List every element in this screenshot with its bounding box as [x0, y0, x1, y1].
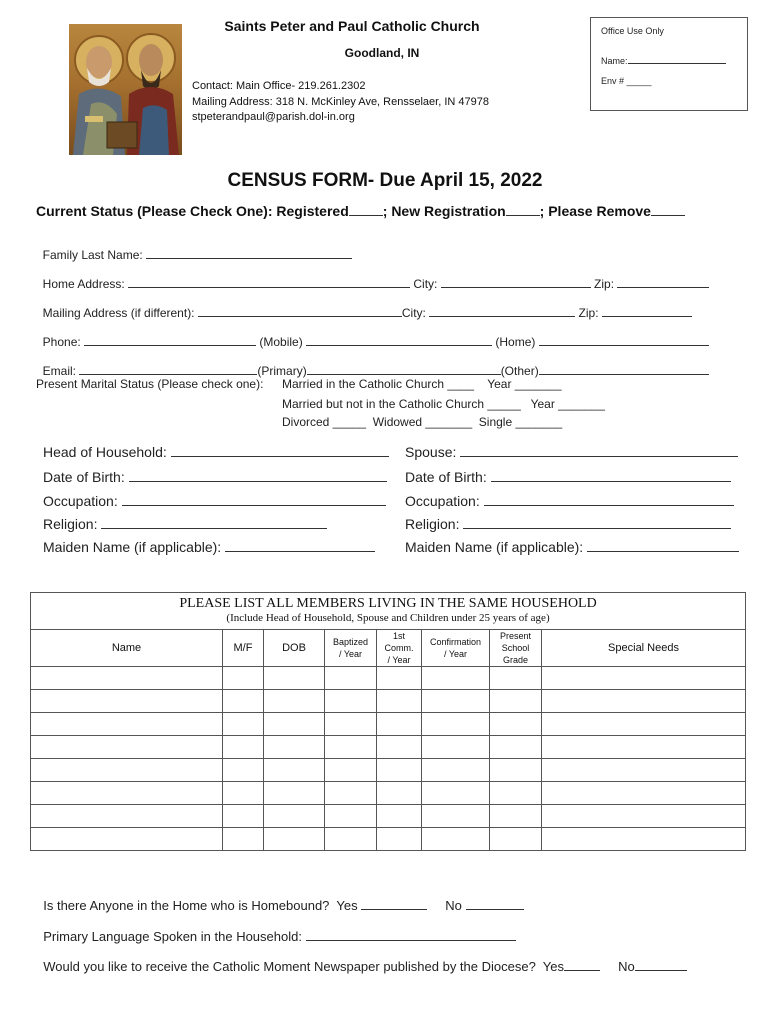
spouse-dob-input[interactable]: [491, 469, 731, 482]
head-occupation-input[interactable]: [122, 493, 386, 506]
table-row: [31, 782, 746, 805]
cell-special-needs[interactable]: [542, 690, 746, 713]
cell-dob[interactable]: [264, 805, 325, 828]
table-row: [31, 667, 746, 690]
church-name: Saints Peter and Paul Catholic Church: [224, 18, 480, 34]
home-address-row: Home Address: City: Zip:: [36, 261, 709, 291]
home-city-input[interactable]: [441, 275, 591, 288]
mailing-address-input[interactable]: [198, 304, 402, 317]
cell-special-needs[interactable]: [542, 713, 746, 736]
cell-special-needs[interactable]: [542, 805, 746, 828]
table-header-row: [31, 630, 746, 667]
spouse-maiden-row: Maiden Name (if applicable):: [405, 539, 739, 555]
cell-grade[interactable]: [490, 667, 542, 690]
spouse-dob-row: Date of Birth:: [405, 469, 731, 485]
cell-special-needs[interactable]: [542, 736, 746, 759]
office-name-field[interactable]: Name:: [601, 51, 726, 66]
cell-communion[interactable]: [377, 690, 422, 713]
cell-mf[interactable]: [223, 759, 264, 782]
table-row: [31, 690, 746, 713]
cell-baptized[interactable]: [325, 690, 377, 713]
marital-opt-married-not-catholic[interactable]: Married but not in the Catholic Church _____ Year _______: [282, 397, 605, 411]
mailing-zip-input[interactable]: [602, 304, 692, 317]
cell-grade[interactable]: [490, 690, 542, 713]
mobile-phone-input[interactable]: [84, 333, 256, 346]
marital-status-label: Present Marital Status (Please check one):: [36, 377, 264, 391]
spouse-row: Spouse:: [405, 444, 738, 460]
new-registration-blank[interactable]: [506, 203, 540, 216]
church-city: Goodland, IN: [344, 46, 420, 60]
cell-special-needs[interactable]: [542, 828, 746, 851]
cell-special-needs[interactable]: [542, 759, 746, 782]
home-zip-input[interactable]: [617, 275, 709, 288]
office-use-title: Office Use Only: [601, 26, 664, 36]
table-title: PLEASE LIST ALL MEMBERS LIVING IN THE SAME HOUSEHOLD: [179, 596, 597, 611]
household-members-table: [30, 592, 746, 851]
contact-phone: Contact: Main Office- 219.261.2302: [192, 80, 366, 92]
col-mf: M/F: [223, 630, 264, 667]
spouse-occupation-row: Occupation:: [405, 493, 734, 509]
head-religion-row: Religion:: [43, 516, 327, 532]
other-email-input-2[interactable]: [539, 362, 709, 375]
head-occupation-row: Occupation:: [43, 493, 386, 509]
col-dob: DOB: [264, 630, 325, 667]
cell-name[interactable]: [31, 759, 223, 782]
cell-communion[interactable]: [377, 782, 422, 805]
head-dob-input[interactable]: [129, 469, 387, 482]
table-title-cell: [31, 593, 746, 630]
cell-mf[interactable]: [223, 805, 264, 828]
family-last-name-row: Family Last Name:: [36, 232, 352, 262]
col-baptized: Baptized / Year: [325, 630, 377, 667]
mailing-address-row: Mailing Address (if different): City: Zip:: [36, 290, 692, 320]
marital-opt-married-catholic[interactable]: Married in the Catholic Church ____ Year _______: [282, 377, 562, 391]
marital-opt-divorced-widowed-single[interactable]: Divorced _____ Widowed _______ Single _______: [282, 415, 563, 429]
spouse-maiden-input[interactable]: [587, 539, 739, 552]
cell-name[interactable]: [31, 782, 223, 805]
cell-dob[interactable]: [264, 736, 325, 759]
cell-grade[interactable]: [490, 828, 542, 851]
cell-baptized[interactable]: [325, 828, 377, 851]
office-env-field[interactable]: Env # _____: [601, 76, 652, 86]
newspaper-yes-input[interactable]: [564, 958, 600, 971]
cell-confirmation[interactable]: [422, 713, 490, 736]
head-of-household-row: Head of Household:: [43, 444, 389, 460]
cell-dob[interactable]: [264, 667, 325, 690]
cell-baptized[interactable]: [325, 805, 377, 828]
cell-mf[interactable]: [223, 828, 264, 851]
table-row: [31, 828, 746, 851]
phone-row: Phone: (Mobile) (Home): [36, 319, 709, 349]
cell-confirmation[interactable]: [422, 805, 490, 828]
head-religion-input[interactable]: [101, 516, 327, 529]
cell-mf[interactable]: [223, 736, 264, 759]
newspaper-no-input[interactable]: [635, 958, 687, 971]
cell-baptized[interactable]: [325, 667, 377, 690]
cell-dob[interactable]: [264, 690, 325, 713]
other-email-input[interactable]: [307, 362, 501, 375]
spouse-occupation-input[interactable]: [484, 493, 734, 506]
cell-dob[interactable]: [264, 782, 325, 805]
table-row: [31, 713, 746, 736]
col-school-grade: Present School Grade: [490, 630, 542, 667]
cell-confirmation[interactable]: [422, 828, 490, 851]
cell-name[interactable]: [31, 828, 223, 851]
cell-confirmation[interactable]: [422, 736, 490, 759]
col-special-needs: Special Needs: [542, 630, 746, 667]
cell-mf[interactable]: [223, 690, 264, 713]
primary-language-input[interactable]: [306, 928, 516, 941]
registered-blank[interactable]: [349, 203, 383, 216]
current-status-line: Current Status (Please Check One): Registered ; New Registration ; Please Remove: [36, 203, 685, 219]
cell-name[interactable]: [31, 667, 223, 690]
family-last-name-input[interactable]: [146, 246, 352, 259]
saints-icon-image: [69, 24, 182, 155]
cell-special-needs[interactable]: [542, 782, 746, 805]
cell-baptized[interactable]: [325, 736, 377, 759]
home-phone-input[interactable]: [306, 333, 492, 346]
cell-name[interactable]: [31, 690, 223, 713]
table-row: [31, 736, 746, 759]
cell-confirmation[interactable]: [422, 782, 490, 805]
cell-special-needs[interactable]: [542, 667, 746, 690]
email-row: Email: (Primary) (Other): [36, 348, 709, 378]
spouse-religion-input[interactable]: [463, 516, 731, 529]
col-name: Name: [31, 630, 223, 667]
cell-mf[interactable]: [223, 667, 264, 690]
cell-baptized[interactable]: [325, 782, 377, 805]
head-maiden-row: Maiden Name (if applicable):: [43, 539, 375, 555]
other-phone-input[interactable]: [539, 333, 709, 346]
cell-grade[interactable]: [490, 736, 542, 759]
church-email: stpeterandpaul@parish.dol-in.org: [192, 111, 355, 123]
cell-confirmation[interactable]: [422, 667, 490, 690]
mailing-address: Mailing Address: 318 N. McKinley Ave, Rensselaer, IN 47978: [192, 96, 489, 108]
primary-email-input[interactable]: [79, 362, 257, 375]
cell-confirmation[interactable]: [422, 690, 490, 713]
cell-name[interactable]: [31, 713, 223, 736]
cell-confirmation[interactable]: [422, 759, 490, 782]
cell-mf[interactable]: [223, 782, 264, 805]
form-title: CENSUS FORM- Due April 15, 2022: [227, 170, 543, 191]
cell-communion[interactable]: [377, 759, 422, 782]
cell-dob[interactable]: [264, 713, 325, 736]
cell-communion[interactable]: [377, 736, 422, 759]
homebound-row: Is there Anyone in the Home who is Homebound? Yes No: [36, 882, 524, 913]
cell-communion[interactable]: [377, 713, 422, 736]
cell-dob[interactable]: [264, 828, 325, 851]
cell-name[interactable]: [31, 736, 223, 759]
cell-baptized[interactable]: [325, 713, 377, 736]
office-use-box: [590, 17, 748, 111]
table-row: [31, 759, 746, 782]
spouse-religion-row: Religion:: [405, 516, 731, 532]
table-row: [31, 805, 746, 828]
please-remove-blank[interactable]: [651, 203, 685, 216]
head-dob-row: Date of Birth:: [43, 469, 387, 485]
cell-communion[interactable]: [377, 667, 422, 690]
cell-communion[interactable]: [377, 828, 422, 851]
language-row: Primary Language Spoken in the Household:: [36, 913, 516, 944]
col-confirmation: Confirmation / Year: [422, 630, 490, 667]
cell-grade[interactable]: [490, 759, 542, 782]
cell-grade[interactable]: [490, 805, 542, 828]
table-subtitle: (Include Head of Household, Spouse and Children under 25 years of age): [226, 612, 550, 624]
newspaper-row: Would you like to receive the Catholic Moment Newspaper published by the Diocese? Yes No: [36, 943, 687, 974]
col-first-communion: 1st Comm. / Year: [377, 630, 422, 667]
cell-baptized[interactable]: [325, 759, 377, 782]
homebound-no-input[interactable]: [466, 897, 524, 910]
homebound-yes-input[interactable]: [361, 897, 427, 910]
home-address-input[interactable]: [128, 275, 410, 288]
spouse-input[interactable]: [460, 444, 738, 457]
cell-grade[interactable]: [490, 782, 542, 805]
cell-dob[interactable]: [264, 759, 325, 782]
cell-communion[interactable]: [377, 805, 422, 828]
mailing-city-input[interactable]: [429, 304, 575, 317]
head-maiden-input[interactable]: [225, 539, 375, 552]
cell-grade[interactable]: [490, 713, 542, 736]
head-of-household-input[interactable]: [171, 444, 389, 457]
cell-mf[interactable]: [223, 713, 264, 736]
cell-name[interactable]: [31, 805, 223, 828]
